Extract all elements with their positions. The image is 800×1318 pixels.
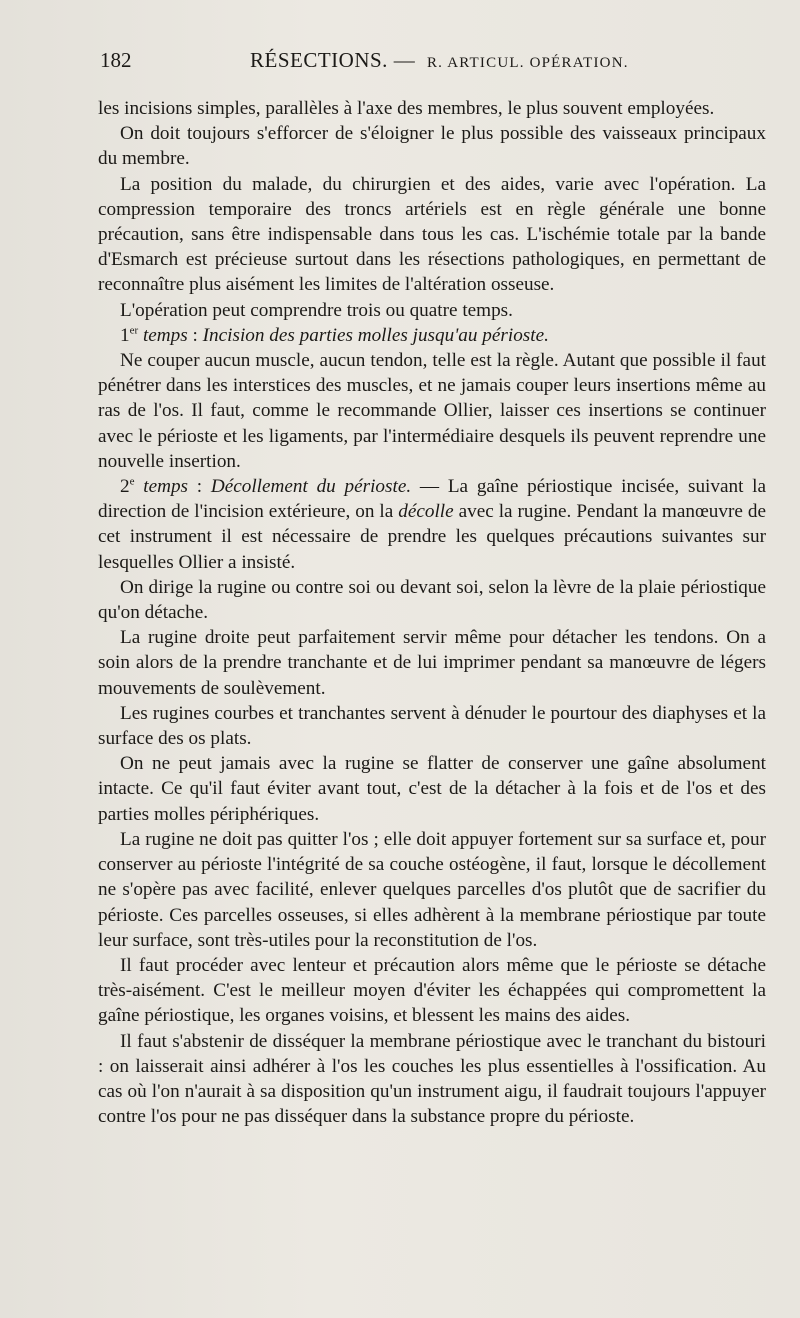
running-title: [250, 48, 629, 73]
step-ordinal: er: [129, 324, 139, 337]
step-title: Décollement du périoste.: [210, 476, 412, 498]
page-number: 182: [100, 48, 132, 72]
running-title-main: RÉSECTIONS.: [250, 48, 388, 72]
paragraph: On dirige la rugine ou contre soi ou devant soi, selon la lèvre de la plaie périostique qu'on détache.: [98, 576, 766, 624]
step-number: 2: [120, 476, 130, 498]
step-heading-1: [98, 323, 766, 348]
paragraph: Les rugines courbes et tranchantes servent à dénuder le pourtour des diaphyses et la surface des os plats.: [98, 702, 766, 750]
paragraph: Il faut s'abstenir de disséquer la membrane périostique avec le tranchant du bistouri : on laisserait ainsi adhérer à l'os les couches les plus essentielles à l'ossification. Au cas où l'on n'aurait à sa disposition qu'un instrument aigu, il faudrait toujours l'appuyer contre l'os pour ne pas disséquer dans la substance propre du périoste.: [98, 1030, 766, 1128]
paragraph: On doit toujours s'efforcer de s'éloigner le plus possible des vaisseaux principaux du membre.: [98, 123, 766, 170]
paragraph: La rugine ne doit pas quitter l'os ; elle doit appuyer fortement sur sa surface et, pour conserver au périoste l'intégrité de sa couche ostéogène, il faut, lorsque le décollement ne s'opère pas avec facilité, enlever quelques parcelles d'os plutôt que de sacrifier du périoste. Ces parcelles osseuses, si elles adhèrent à la membrane périostique par toute leur surface, sont très-utiles pour la reconstitution de l'os.: [98, 828, 766, 951]
running-title-dash: —: [393, 48, 416, 72]
paragraph: les incisions simples, parallèles à l'axe des membres, le plus souvent employées.: [98, 98, 715, 119]
emphasis: décolle: [398, 501, 454, 523]
paragraph: La rugine droite peut parfaitement servir même pour détacher les tendons. On a soin alors de la prendre tranchante et de lui imprimer pendant sa manœuvre de légers mouvements de soulèvement.: [98, 627, 766, 699]
paragraph: La position du malade, du chirurgien et des aides, varie avec l'opération. La compression temporaire des troncs artériels est en règle générale une bonne précaution, sans être indispensable dans tous les cas. L'ischémie totale par la bande d'Esmarch est précieuse surtout dans les résections pathologiques, en permettant de reconnaître plus aisément les limites de l'altération osseuse.: [98, 173, 766, 296]
paragraph: L'opération peut comprendre trois ou quatre temps.: [120, 299, 513, 321]
paragraph: On ne peut jamais avec la rugine se flatter de conserver une gaîne absolument intacte. Ce qu'il faut éviter avant tout, c'est de la détacher à la fois et de l'os et des parties molles périphériques.: [98, 753, 766, 825]
step-colon: :: [187, 324, 203, 346]
running-header: [100, 48, 768, 73]
step-title: Incision des parties molles jusqu'au périoste.: [202, 324, 549, 346]
paragraph: Ne couper aucun muscle, aucun tendon, telle est la règle. Autant que possible il faut pénétrer dans les interstices des muscles, et ne jamais couper leurs insertions même au ras de l'os. Il faut, comme le recommande Ollier, laisser ces insertions se continuer avec le périoste et les ligaments, par l'intermédiaire desquels ils peuvent reprendre une nouvelle insertion.: [98, 350, 766, 472]
body-text: [98, 96, 766, 1129]
step-text: — La gaîne périostique incisée, suivant la direction de l'incision extérieure, on la: [98, 476, 767, 523]
step-text: avec la rugine. Pendant la manœuvre de cet instrument il est nécessaire de prendre les quelques précautions suivantes sur lesquelles Ollier a insisté.: [98, 501, 766, 573]
step-ordinal: e: [129, 475, 135, 488]
step-colon: :: [188, 476, 211, 498]
running-title-sub: R. ARTICUL. OPÉRATION.: [426, 55, 629, 71]
step-heading-2: [98, 474, 766, 575]
step-number: 1: [120, 324, 130, 346]
step-label: temps: [142, 324, 188, 346]
step-label: temps: [143, 476, 189, 498]
paragraph: Il faut procéder avec lenteur et précaution alors même que le périoste se détache très-aisément. C'est le meilleur moyen d'éviter les échappées qui compromettent la gaîne périostique, les organes voisins, et blessent les mains des aides.: [98, 954, 766, 1027]
